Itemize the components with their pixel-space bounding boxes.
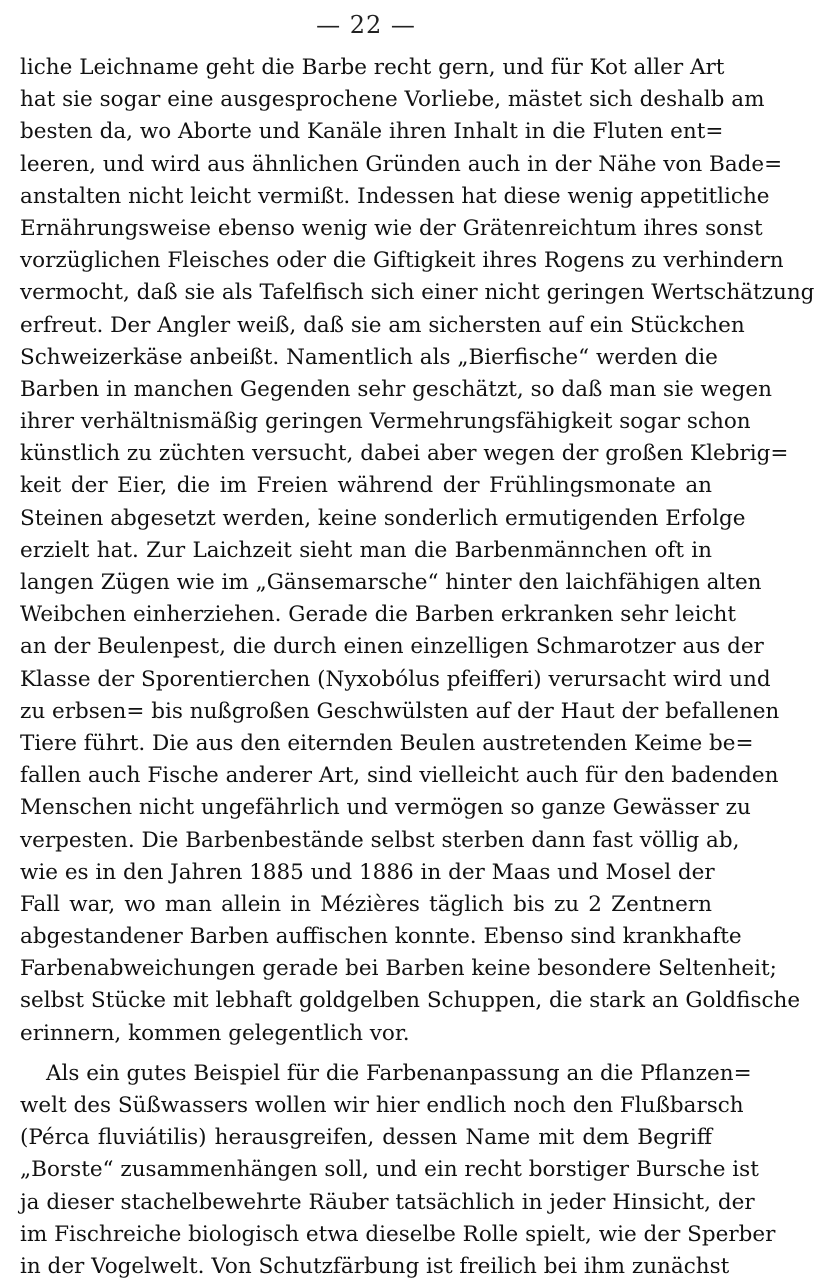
text-line: Ernährungsweise ebenso wenig wie der Grätenreichtum ihres sonst xyxy=(20,215,763,241)
text-line: im Fischreiche biologisch etwa dieselbe Rolle spielt, wie der Sperber xyxy=(20,1221,776,1247)
page-number: — 22 — xyxy=(316,11,416,39)
text-line: anstalten nicht leicht vermißt. Indessen hat diese wenig appetitliche xyxy=(20,183,770,209)
text-line: welt des Süßwassers wollen wir hier endlich noch den Flußbarsch xyxy=(20,1093,744,1118)
paragraph-gap xyxy=(20,1050,712,1058)
text-line: keit der Eier, die im Freien während der Frühlingsmonate an xyxy=(20,473,712,499)
text-line: ja dieser stachelbewehrte Räuber tatsächlich in jeder Hinsicht, der xyxy=(20,1189,755,1215)
text-line: abgestandener Barben auffischen konnte. Ebenso sind krankhafte xyxy=(20,924,742,950)
text-line: Fall war, wo man allein in Mézières täglich bis zu 2 Zentnern xyxy=(20,891,712,917)
text-line: künstlich zu züchten versucht, dabei aber wegen der großen Klebrig= xyxy=(20,441,789,467)
paragraph xyxy=(20,52,814,1050)
text-line: Tiere führt. Die aus den eiternden Beulen austretenden Keime be= xyxy=(20,730,754,756)
text-line: hat sie sogar eine ausgesprochene Vorliebe, mästet sich deshalb am xyxy=(20,87,765,113)
text-line: wie es in den Jahren 1885 und 1886 in der Maas und Mosel der xyxy=(20,859,715,885)
book-page xyxy=(20,10,814,1279)
text-line: fallen auch Fische anderer Art, sind vielleicht auch für den badenden xyxy=(20,763,779,789)
text-line: selbst Stücke mit lebhaft goldgelben Schuppen, die stark an Goldfische xyxy=(20,988,801,1014)
text-line: Als ein gutes Beispiel für die Farbenanpassung an die Pflanzen= xyxy=(46,1060,752,1086)
text-line: vermocht, daß sie als Tafelfisch sich einer nicht geringen Wertschätzung xyxy=(20,280,814,306)
text-line: Weibchen einherziehen. Gerade die Barben erkranken sehr leicht xyxy=(20,602,737,628)
text-line: in der Vogelwelt. Von Schutzfärbung ist freilich bei ihm zunächst xyxy=(20,1253,730,1279)
text-line: langen Zügen wie im „Gänsemarsche“ hinter den laichfähigen alten xyxy=(20,570,762,595)
text-line: leeren, und wird aus ähnlichen Gründen auch in der Nähe von Bade= xyxy=(20,151,783,177)
text-line: zu erbsen= bis nußgroßen Geschwülsten auf der Haut der befallenen xyxy=(20,698,780,724)
text-line: an der Beulenpest, die durch einen einzelligen Schmarotzer aus der xyxy=(20,634,764,660)
text-line: erfreut. Der Angler weiß, daß sie am sichersten auf ein Stückchen xyxy=(20,312,745,338)
text-body xyxy=(20,52,814,1283)
text-line: Klasse der Sporentierchen (Nyxobólus pfeifferi) verursacht wird und xyxy=(20,666,771,692)
text-line: Steinen abgesetzt werden, keine sonderlich ermutigenden Erfolge xyxy=(20,505,746,531)
text-line: Menschen nicht ungefährlich und vermögen so ganze Gewässer zu xyxy=(20,795,751,821)
text-line: erzielt hat. Zur Laichzeit sieht man die Barbenmännchen oft in xyxy=(20,537,712,563)
text-line: Schweizerkäse anbeißt. Namentlich als „Bierfische“ werden die xyxy=(20,344,718,370)
text-line: verpesten. Die Barbenbestände selbst sterben dann fast völlig ab, xyxy=(20,827,740,853)
paragraph xyxy=(20,1058,776,1283)
text-line: vorzüglichen Fleisches oder die Giftigkeit ihres Rogens zu verhindern xyxy=(20,248,784,274)
text-line: Farbenabweichungen gerade bei Barben keine besondere Seltenheit; xyxy=(20,956,777,982)
text-line: liche Leichname geht die Barbe recht gern, und für Kot aller Art xyxy=(20,55,725,80)
text-line: (Pérca fluviátilis) herausgreifen, dessen Name mit dem Begriff xyxy=(20,1125,712,1151)
text-line: ihrer verhältnismäßig geringen Vermehrungsfähigkeit sogar schon xyxy=(20,409,751,435)
text-line: erinnern, kommen gelegentlich vor. xyxy=(20,1020,410,1046)
text-line: „Borste“ zusammenhängen soll, und ein recht borstiger Bursche ist xyxy=(20,1157,759,1183)
text-line: Barben in manchen Gegenden sehr geschätzt, so daß man sie wegen xyxy=(20,376,772,402)
text-line: besten da, wo Aborte und Kanäle ihren Inhalt in die Fluten ent= xyxy=(20,119,724,145)
